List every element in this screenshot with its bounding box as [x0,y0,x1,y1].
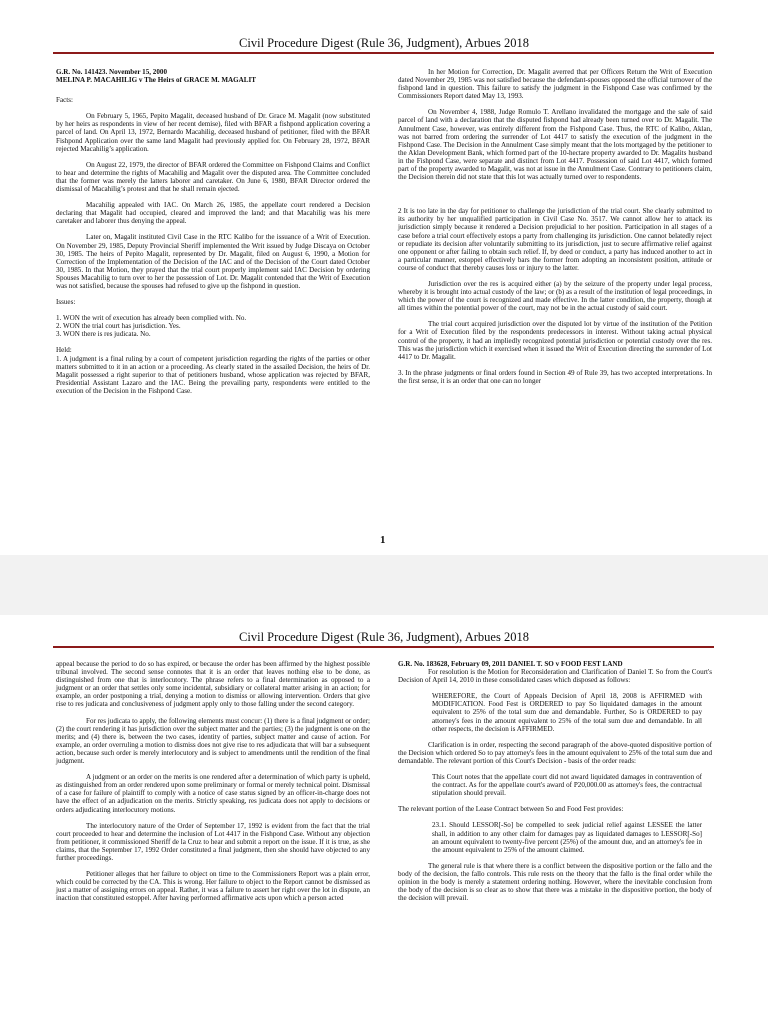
left-column [56,68,370,403]
case-number: G.R. No. 141423. November 15, 2000 [56,68,167,76]
issues-list [56,314,370,338]
paragraph: On August 22, 1979, the director of BFAR ordered the Committee on Fishpond Claims and Conflict to hear and determine the rights of Macahilig and Magalit over the disputed area. The Committee concluded that the former was merely the latters laborer and caretaker. On June 6, 1980, BFAR Director ordered the dismissal of Macahilig’s protest and that he shall remain ejected. [56,160,370,194]
running-header: Civil Procedure Digest (Rule 36, Judgment), Arbues 2018 [239,36,529,50]
paragraph: 3. In the phrase judgments or final orders found in Section 49 of Rule 39, has two accepted interpretations. In the first sense, it is an order that one can no longer [398,368,712,385]
left-column [56,660,370,910]
list-item: 2. WON the trial court has jurisdiction. Yes. [56,322,181,331]
case-title: G.R. No. 183628, February 09, 2011 DANIEL T. SO v FOOD FEST LAND [398,660,623,668]
page-number: 1 [380,534,386,546]
block-quote: 23.1. Should LESSOR[-So] be compelled to seek judicial relief against LESSEE the latter shall, in addition to any other claim for damages pay as liquidated damages to LESSOR[-So] an amount equivalent to twenty-five percent (25%) of the amount due, and an attorney's fee in the amount equivalent to 25% of the amount claimed. [432,821,702,854]
paragraph: Clarification is in order, respecting the second paragraph of the above-quoted dispositive portion of the Decision which ordered So to pay attorney's fees in the amount equivalent to 25% of the total sum due and demandable. The relevant portion of this Court's Decision - basis of the order reads: [398,740,712,765]
paragraph: For resolution is the Motion for Reconsideration and Clarification of Daniel T. So from the Court's Decision of April 14, 2010 in these consolidated cases which disposed as follows: [398,668,712,685]
paragraph: The trial court acquired jurisdiction over the disputed lot by virtue of the institution of the Petition for a Writ of Execution filed by the respondents predecessors in interest. Without taking actual physical control of the property, it had an impliedly recognized potential jurisdiction or potential custody over the res. This was the jurisdiction which it exercised when it issued the Writ of Execution directing the surrender of Lot 4417 to Dr. Magalit. [398,320,712,361]
paragraph: 1. A judgment is a final ruling by a court of competent jurisdiction regarding the rights of the parties or other matters submitted to it in an action or a proceeding. As clearly stated in the assailed Decision, the heirs of Dr. Magalit possessed a right superior to that of petitioners husband, whose application was rejected by BFAR, Presidential Assistant Lazaro and the IAC. Being the prevailing party, respondents were entitled to the execution of the Decision in the Fishpond Case. [56,354,370,395]
paragraph: For res judicata to apply, the following elements must concur: (1) there is a final judgment or order; (2) the court rendering it has jurisdiction over the subject matter and the parties; (3) the judgment is one on the merits; and (4) there is, between the two cases, identity of parties, subject matter and cause of action. For example, an order overruling a motion to dismiss does not give rise to res adjudicata that will bar a subsequent action, because such order is merely interlocutory and is subject to amendments until the rendition of the final judgment. [56,716,370,766]
header-rule [53,52,714,54]
held-heading: Held: [56,346,72,355]
case-title: MELINA P. MACAHILIG v The Heirs of GRACE M. MAGALIT [56,76,257,85]
paragraph: Jurisdiction over the res is acquired either (a) by the seizure of the property under legal process, whereby it is brought into actual custody of the law; or (b) as a result of the institution of legal proceedings, in which the power of the court is recognized and made effective. In the latter condition, the property, though at all times within the potential power of the court, may not be in the actual custody of said court. [398,279,712,313]
issues-heading: Issues: [56,298,76,307]
paragraph: The general rule is that where there is a conflict between the dispositive portion or the fallo and the body of the decision, the fallo controls. This rule rests on the theory that the fallo is the final order while the opinion in the body is merely a statement ordering nothing. However, where the inevitable conclusion from the body of the decision is so clear as to show that there was a mistake in the dispositive portion, the body of the decision will prevail. [398,861,712,903]
header-rule [53,646,714,648]
list-item: 1. WON the writ of execution has already been complied with. No. [56,314,247,323]
list-item: 3. WON there is res judicata. No. [56,330,151,339]
block-quote: This Court notes that the appellate court did not award liquidated damages in contravention of the contract. As for the appellate court's award of P20,000.00 as attorney's fees, the contractual stipulation should prevail. [432,773,702,798]
running-header: Civil Procedure Digest (Rule 36, Judgment), Arbues 2018 [239,630,529,644]
paragraph: appeal because the period to do so has expired, or because the order has been affirmed by the highest possible tribunal involved. The second sense connotes that it is an order that leaves nothing else to be done, as distinguished from one that is interlocutory. The phrase refers to a final determination as opposed to a judgment or an order that settles only some incidental, subsidiary or collateral matter arising in an action; for example, an order postponing a trial, denying a motion to dismiss or allowing intervention. Orders that give rise to res judicata and conclusiveness of judgment apply only to those falling under the second category. [56,660,370,709]
facts-heading: Facts: [56,96,73,105]
paragraph: Petitioner alleges that her failure to object on time to the Commissioners Report was a plain error, which could be corrected by the CA. This is wrong. Her failure to object to the Report cannot be dismissed as just a matter of assigning errors on appeal. Rather, it was a failure to assert her right over the lot in dispute, an inaction that constituted estoppel. After having performed affirmative acts upon which a person acted [56,870,370,903]
document-page-2 [0,615,768,1024]
right-column [398,660,712,910]
paragraph: A judgment or an order on the merits is one rendered after a determination of which party is upheld, as distinguished from an order rendered upon some preliminary or formal or merely technical point. Dismissal of a case for failure of plaintiff to comply with a notice of case status signed by an officer-in-charge does not have the effect of an adjudication on the merits. Strictly speaking, res judicata does not apply to decisions or orders adjudicating interlocutory motions. [56,773,370,814]
paragraph: Later on, Magalit instituted Civil Case in the RTC Kalibo for the issuance of a Writ of Execution. On November 29, 1985, Deputy Provincial Sheriff implemented the Writ issued by Judge Discaya on October 30, 1985. The heirs of Pepito Magalit, represented by Dr. Magalit, filed on August 6, 1990, a Motion for Correction of the Implementation of the Decision of the IAC and of the Decision of the Court dated October 30, 1985. In that Motion, they prayed that the trial court properly implement said IAC Decision by ordering Spouses Macahilig to turn over to her the possession of Lot. Dr. Magalit contended that the Writ of Execution was not satisfied, because the spouses had refused to give up the fishpond in question. [56,233,370,290]
paragraph: On February 5, 1965, Pepito Magalit, deceased husband of Dr. Grace M. Magalit (now substituted by her heirs as respondents in view of her recent demise), filed with BFAR a fishpond application covering a parcel of land. On April 13, 1972, Bernardo Macahilig, deceased husband of petitioner, filed with the BFAR Fishpond Application over the same land Magalit had previously applied for. On February 28, 1972, BFAR rejected Macahilig’s application. [56,112,370,153]
paragraph: In her Motion for Correction, Dr. Magalit averred that per Officers Return the Writ of Execution dated November 29, 1985 was not satisfied because the defendant-spouses opposed the official turnover of the fishpond land in question. This failure to satisfy the judgment in the Fishpond Case was confirmed by the Commissioners Report dated May 13, 1993. [398,68,712,101]
paragraph: The relevant portion of the Lease Contract between So and Food Fest provides: [398,805,624,814]
page-gap [0,555,768,615]
paragraph: On November 4, 1988, Judge Romulo T. Arellano invalidated the mortgage and the sale of said parcel of land with a declaration that the disputed fishpond had already been turned over to Dr. Magalit. The Annulment Case, however, was entirely different from the Fishpond Case. Thus, the RTC of Kalibo, Aklan, was not barred from ordering the surrender of Lot 4417 to satisfy the execution of the judgment in the Fishpond Case. The Decision in the Annulment Case simply meant that the lots mortgaged by the petitioner to the Aklan Development Bank, which formed part of the 10-hectare property awarded to Dr. Magalits husband in the Fishpond Case, were separate and distinct from Lot 4417. Possession of said Lot 4417, which formed part of the property awarded to Magalit, was not at issue in the Annulment Case. Contrary to petitioners claim, the Decision therein did not state that this lot was actually turned over to respondents. [398,108,712,182]
right-column [398,68,712,393]
block-quote: WHEREFORE, the Court of Appeals Decision of April 18, 2008 is AFFIRMED with MODIFICATION. Food Fest is ORDERED to pay So liquidated damages in the amount equivalent to 25% of the total sum due and demandable. Further, So is ORDERED to pay attorney's fees in the amount equivalent to 25% of the total sum due and demandable. In all other respects, the decision is AFFIRMED. [432,692,702,733]
paragraph: 2 It is too late in the day for petitioner to challenge the jurisdiction of the trial court. She clearly submitted to its authority by her unqualified participation in Civil Case No. 3517. We cannot allow her to attack its jurisdiction simply because it rendered a Decision prejudicial to her position. Participation in all stages of a case before a trial court effectively estops a party from challenging its jurisdiction. One cannot belatedly reject or repudiate its decision after voluntarily submitting to its jurisdiction, just to secure affirmative relief against one opponent or after failing to obtain such relief. If, by deed or conduct, a party has induced another to act in a particular manner, estoppel effectively bars the former from adopting an inconsistent position, attitude or course of conduct that thereby causes loss or injury to the latter. [398,207,712,272]
paragraph: Macahilig appealed with IAC. On March 26, 1985, the appellate court rendered a Decision declaring that Magalit had occupied, cleared and improved the land; and that Macahilig was his mere caretaker and laborer thus denying the appeal. [56,201,370,226]
paragraph: The interlocutory nature of the Order of September 17, 1992 is evident from the fact that the trial court proceeded to hear and determine the inclusion of Lot 4417 in the Fishpond Case. Without any objection from petitioner, it commissioned Sheriff de la Cruz to hear and submit a report on the issue. If it is true, as she claims, that the September 17, 1992 Order constituted a final judgment, then she should have objected to any further proceedings. [56,821,370,862]
